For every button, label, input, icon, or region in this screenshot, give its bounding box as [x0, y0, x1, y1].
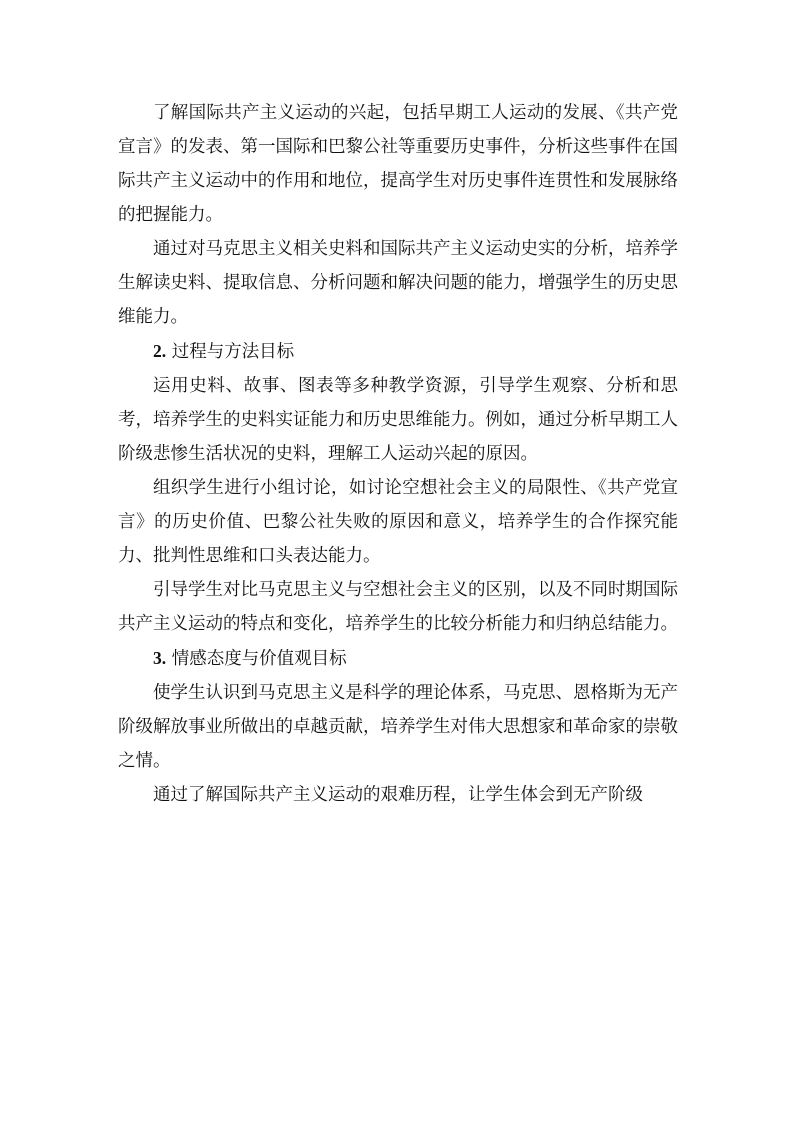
paragraph-marxism-science: 使学生认识到马克思主义是科学的理论体系，马克思、恩格斯为无产阶级解放事业所做出的卓越贡献，培养学生对伟大思想家和革命家的崇敬之情。: [118, 683, 678, 771]
heading-process-methods: [118, 334, 678, 369]
heading-values-goals: [118, 641, 678, 676]
heading-number: 2.: [153, 341, 167, 361]
heading-text: 情感态度与价值观目标: [166, 649, 347, 669]
paragraph-group-discussion: 组织学生进行小组讨论，如讨论空想社会主义的局限性、《共产党宣言》的历史价值、巴黎公社失败的原因和意义，培养学生的合作探究能力、批判性思维和口头表达能力。: [118, 478, 678, 566]
paragraph-teaching-resources: 运用史料、故事、图表等多种教学资源，引导学生观察、分析和思考，培养学生的史料实证能力和历史思维能力。例如，通过分析早期工人阶级悲惨生活状况的史料，理解工人运动兴起的原因。: [118, 376, 678, 464]
paragraph-rise-of-movement: 了解国际共产主义运动的兴起，包括早期工人运动的发展、《共产党宣言》的发表、第一国际和巴黎公社等重要历史事件，分析这些事件在国际共产主义运动中的作用和地位，提高学生对历史事件连贯性和发展脉络的把握能力。: [118, 103, 678, 225]
heading-number: 3.: [153, 648, 167, 668]
paragraph-hard-journey: 通过了解国际共产主义运动的艰难历程，让学生体会到无产阶级: [153, 785, 643, 805]
document-body: [118, 96, 678, 812]
paragraph-historical-analysis: 通过对马克思主义相关史料和国际共产主义运动史实的分析，培养学生解读史料、提取信息、分析问题和解决问题的能力，增强学生的历史思维能力。: [118, 239, 678, 327]
heading-text: 过程与方法目标: [166, 342, 295, 362]
paragraph-comparison: 引导学生对比马克思主义与空想社会主义的区别，以及不同时期国际共产主义运动的特点和变化，培养学生的比较分析能力和归纳总结能力。: [118, 580, 678, 634]
